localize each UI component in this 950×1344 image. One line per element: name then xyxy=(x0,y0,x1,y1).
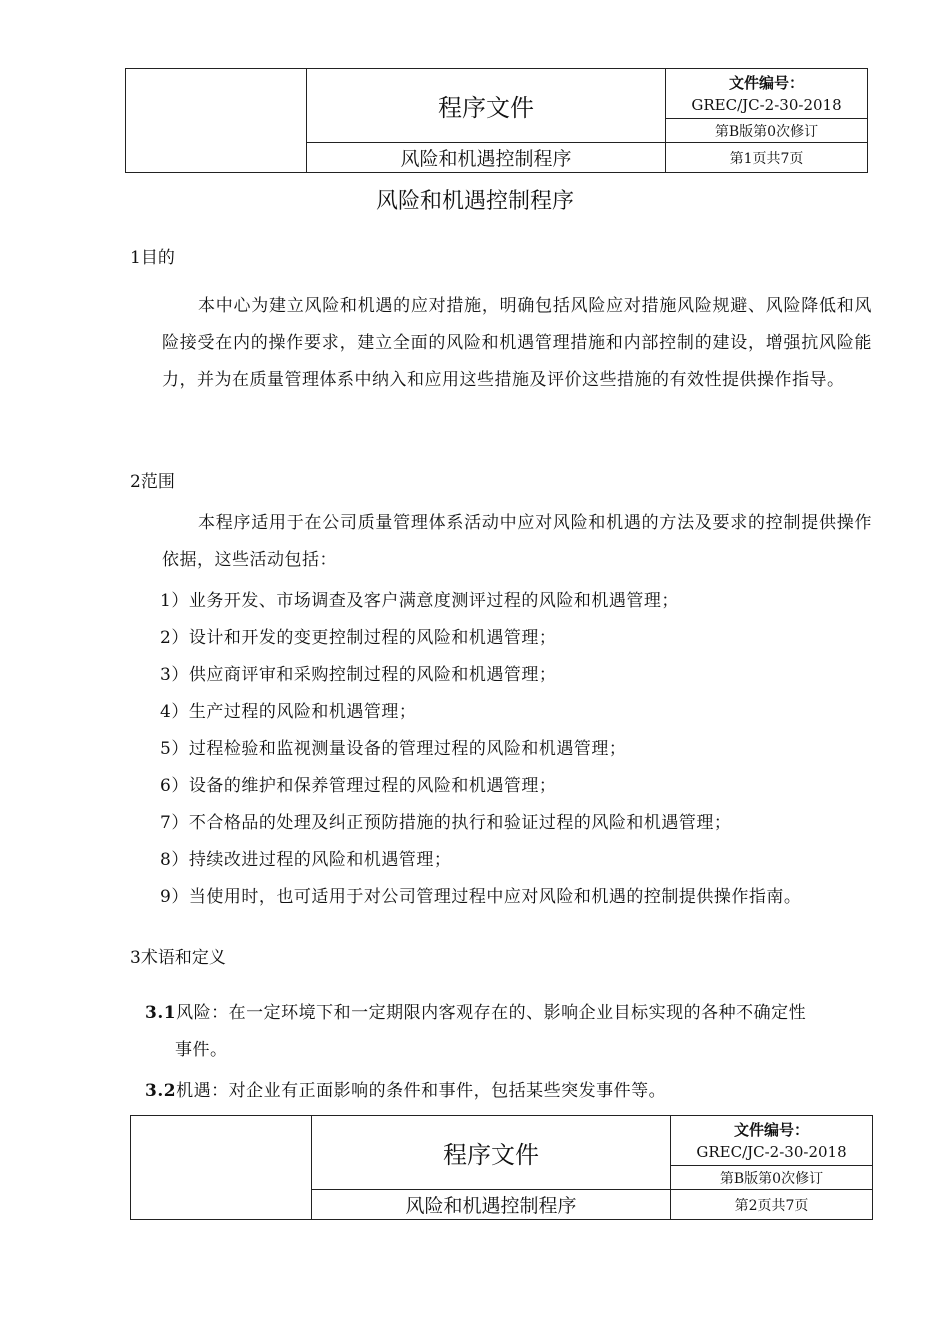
procedure-name: 风险和机遇控制程序 xyxy=(307,143,666,173)
page-number: 第1页共7页 xyxy=(666,143,868,173)
doc-number-label: 文件编号： xyxy=(728,73,804,92)
doc-number: GREC/JC-2-30-2018 xyxy=(691,95,842,114)
definition-3-1 xyxy=(145,995,873,1069)
doc-number-cell xyxy=(666,69,868,119)
doc-number-cell xyxy=(671,1116,873,1166)
definition-text-continued: 事件。 xyxy=(175,1040,228,1060)
scope-item: 8）持续改进过程的风险和机遇管理； xyxy=(160,850,452,870)
section-3-heading: 3术语和定义 xyxy=(130,948,226,968)
revision: 第B版第0次修订 xyxy=(666,119,868,143)
revision: 第B版第0次修订 xyxy=(671,1166,873,1190)
doc-type: 程序文件 xyxy=(307,69,666,143)
scope-item: 6）设备的维护和保养管理过程的风险和机遇管理； xyxy=(160,776,557,796)
logo-cell xyxy=(126,69,307,173)
doc-number-label: 文件编号： xyxy=(733,1120,809,1139)
scope-item: 9）当使用时，也可适用于对公司管理过程中应对风险和机遇的控制提供操作指南。 xyxy=(160,887,802,907)
scope-item: 1）业务开发、市场调查及客户满意度测评过程的风险和机遇管理； xyxy=(160,591,679,611)
doc-number: GREC/JC-2-30-2018 xyxy=(696,1142,847,1161)
definition-text: 机遇：对企业有正面影响的条件和事件，包括某些突发事件等。 xyxy=(176,1081,667,1101)
scope-item: 3）供应商评审和采购控制过程的风险和机遇管理； xyxy=(160,665,557,685)
logo-cell xyxy=(131,1116,312,1220)
definition-3-2 xyxy=(145,1073,873,1110)
scope-item: 2）设计和开发的变更控制过程的风险和机遇管理； xyxy=(160,628,557,648)
doc-type: 程序文件 xyxy=(312,1116,671,1190)
page-number: 第2页共7页 xyxy=(671,1190,873,1220)
definition-text: 风险：在一定环境下和一定期限内客观存在的、影响企业目标实现的各种不确定性 xyxy=(176,1003,807,1023)
section-2-heading: 2范围 xyxy=(130,472,175,492)
scope-item: 5）过程检验和监视测量设备的管理过程的风险和机遇管理； xyxy=(160,739,627,759)
section-1-heading: 1目的 xyxy=(130,248,175,268)
definition-number: 3.1 xyxy=(145,1003,177,1023)
document-title: 风险和机遇控制程序 xyxy=(375,189,574,214)
scope-item: 4）生产过程的风险和机遇管理； xyxy=(160,702,417,722)
definition-number: 3.2 xyxy=(145,1081,177,1101)
header-table-page-1 xyxy=(125,68,868,173)
section-1-body: 本中心为建立风险和机遇的应对措施，明确包括风险应对措施风险规避、风险降低和风险接受在内的操作要求，建立全面的风险和机遇管理措施和内部控制的建设，增强抗风险能力，并为在质量管理体系中纳入和应用这些措施及评价这些措施的有效性提供操作指导。 xyxy=(162,296,872,390)
procedure-name: 风险和机遇控制程序 xyxy=(312,1190,671,1220)
section-2-body: 本程序适用于在公司质量管理体系活动中应对风险和机遇的方法及要求的控制提供操作依据，这些活动包括： xyxy=(162,513,872,570)
header-table-page-2 xyxy=(130,1115,873,1220)
scope-item: 7）不合格品的处理及纠正预防措施的执行和验证过程的风险和机遇管理； xyxy=(160,813,732,833)
